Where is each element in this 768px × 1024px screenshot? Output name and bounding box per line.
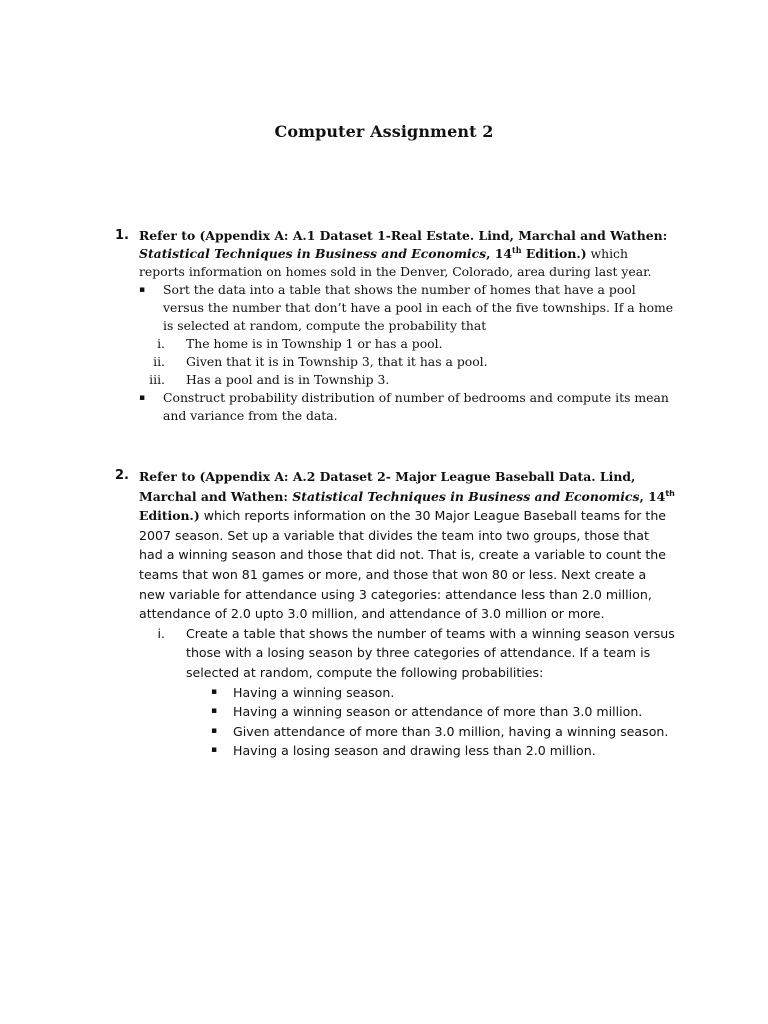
book-title: Statistical Techniques in Business and Economics: [292, 488, 640, 504]
question-1: [115, 227, 675, 425]
refer-rest: which reports information on homes sold in the Denver, Colorado, area during last year.: [139, 246, 652, 279]
list-item-text: Sort the data into a table that shows the number of homes that have a pool versus the number that don’t have a pool in each of the five townships. If a home is selected at random, compute the probability that: [163, 282, 674, 333]
page-title: Computer Assignment 2: [274, 122, 494, 141]
question-number: 1.: [115, 228, 129, 243]
edition-pre: , 14: [639, 488, 666, 504]
edition-sup: th: [665, 488, 675, 498]
list-item: [115, 741, 675, 761]
bullet-marker: ▪: [211, 745, 218, 756]
list-item: [115, 389, 675, 425]
list-item: [115, 683, 675, 703]
edition-sup: th: [512, 244, 522, 255]
list-item: [115, 722, 675, 742]
list-item-text: Having a winning season or attendance of more than 3.0 million.: [233, 704, 643, 720]
list-item-text: Construct probability distribution of number of bedrooms and compute its mean and variance from the data.: [163, 390, 669, 423]
roman-marker: iii.: [149, 372, 165, 387]
edition-pre: , 14: [486, 246, 513, 261]
list-item: [115, 371, 675, 389]
roman-marker: i.: [157, 336, 165, 351]
bullet-marker: ▪: [211, 725, 218, 736]
bullet-marker: ▪: [211, 706, 218, 717]
list-item: [115, 281, 675, 335]
roman-marker: i.: [157, 625, 165, 641]
edition-post: Edition.): [521, 246, 587, 261]
list-item: [115, 624, 675, 683]
book-title: Statistical Techniques in Business and Economics: [139, 246, 487, 261]
refer-prefix: Refer to: [139, 228, 200, 243]
list-item-text: Given attendance of more than 3.0 million, having a winning season.: [233, 723, 669, 739]
question-intro: [139, 227, 675, 281]
list-item: [115, 335, 675, 353]
list-item-text: Having a losing season and drawing less than 2.0 million.: [233, 743, 596, 759]
question-2: [115, 467, 675, 761]
question-intro: [139, 467, 675, 624]
list-item-text: Has a pool and is in Township 3.: [186, 372, 390, 387]
refer-bold: (Appendix A: A.2 Dataset 2- Major League Baseball Data. Lind, Marchal and Wathen:: [139, 469, 636, 504]
bullet-marker: ▪: [211, 686, 218, 697]
list-item-text: The home is in Township 1 or has a pool.: [186, 336, 443, 351]
list-item-text: Create a table that shows the number of teams with a winning season versus those with a losing season by three categories of attendance. If a team is selected at random, compute the following probabilities:: [186, 625, 675, 680]
list-item: [115, 353, 675, 371]
bullet-marker: ▪: [139, 285, 146, 295]
refer-prefix: Refer to: [139, 469, 200, 484]
list-item-text: Having a winning season.: [233, 684, 395, 700]
edition-post: Edition.): [139, 508, 200, 524]
question-2-list: [115, 624, 675, 761]
question-number: 2.: [115, 468, 129, 483]
question-1-list: [115, 281, 675, 425]
refer-bold: (Appendix A: A.1 Dataset 1-Real Estate. Lind, Marchal and Wathen:: [199, 228, 668, 243]
list-item: [115, 702, 675, 722]
refer-rest: which reports information on the 30 Major League Baseball teams for the 2007 season. Set up a variable that divides the team into two groups, those that had a winning season and those that did not. That is, create a variable to count the teams that won 81 games or more, and those that won 80 or less. Next create a new variable for attendance using 3 categories: attendance less than 2.0 million, attendance of 2.0 upto 3.0 million, and attendance of 3.0 million or more.: [139, 508, 667, 622]
list-item-text: Given that it is in Township 3, that it has a pool.: [186, 354, 488, 369]
bullet-marker: ▪: [139, 393, 146, 403]
roman-marker: ii.: [153, 354, 165, 369]
